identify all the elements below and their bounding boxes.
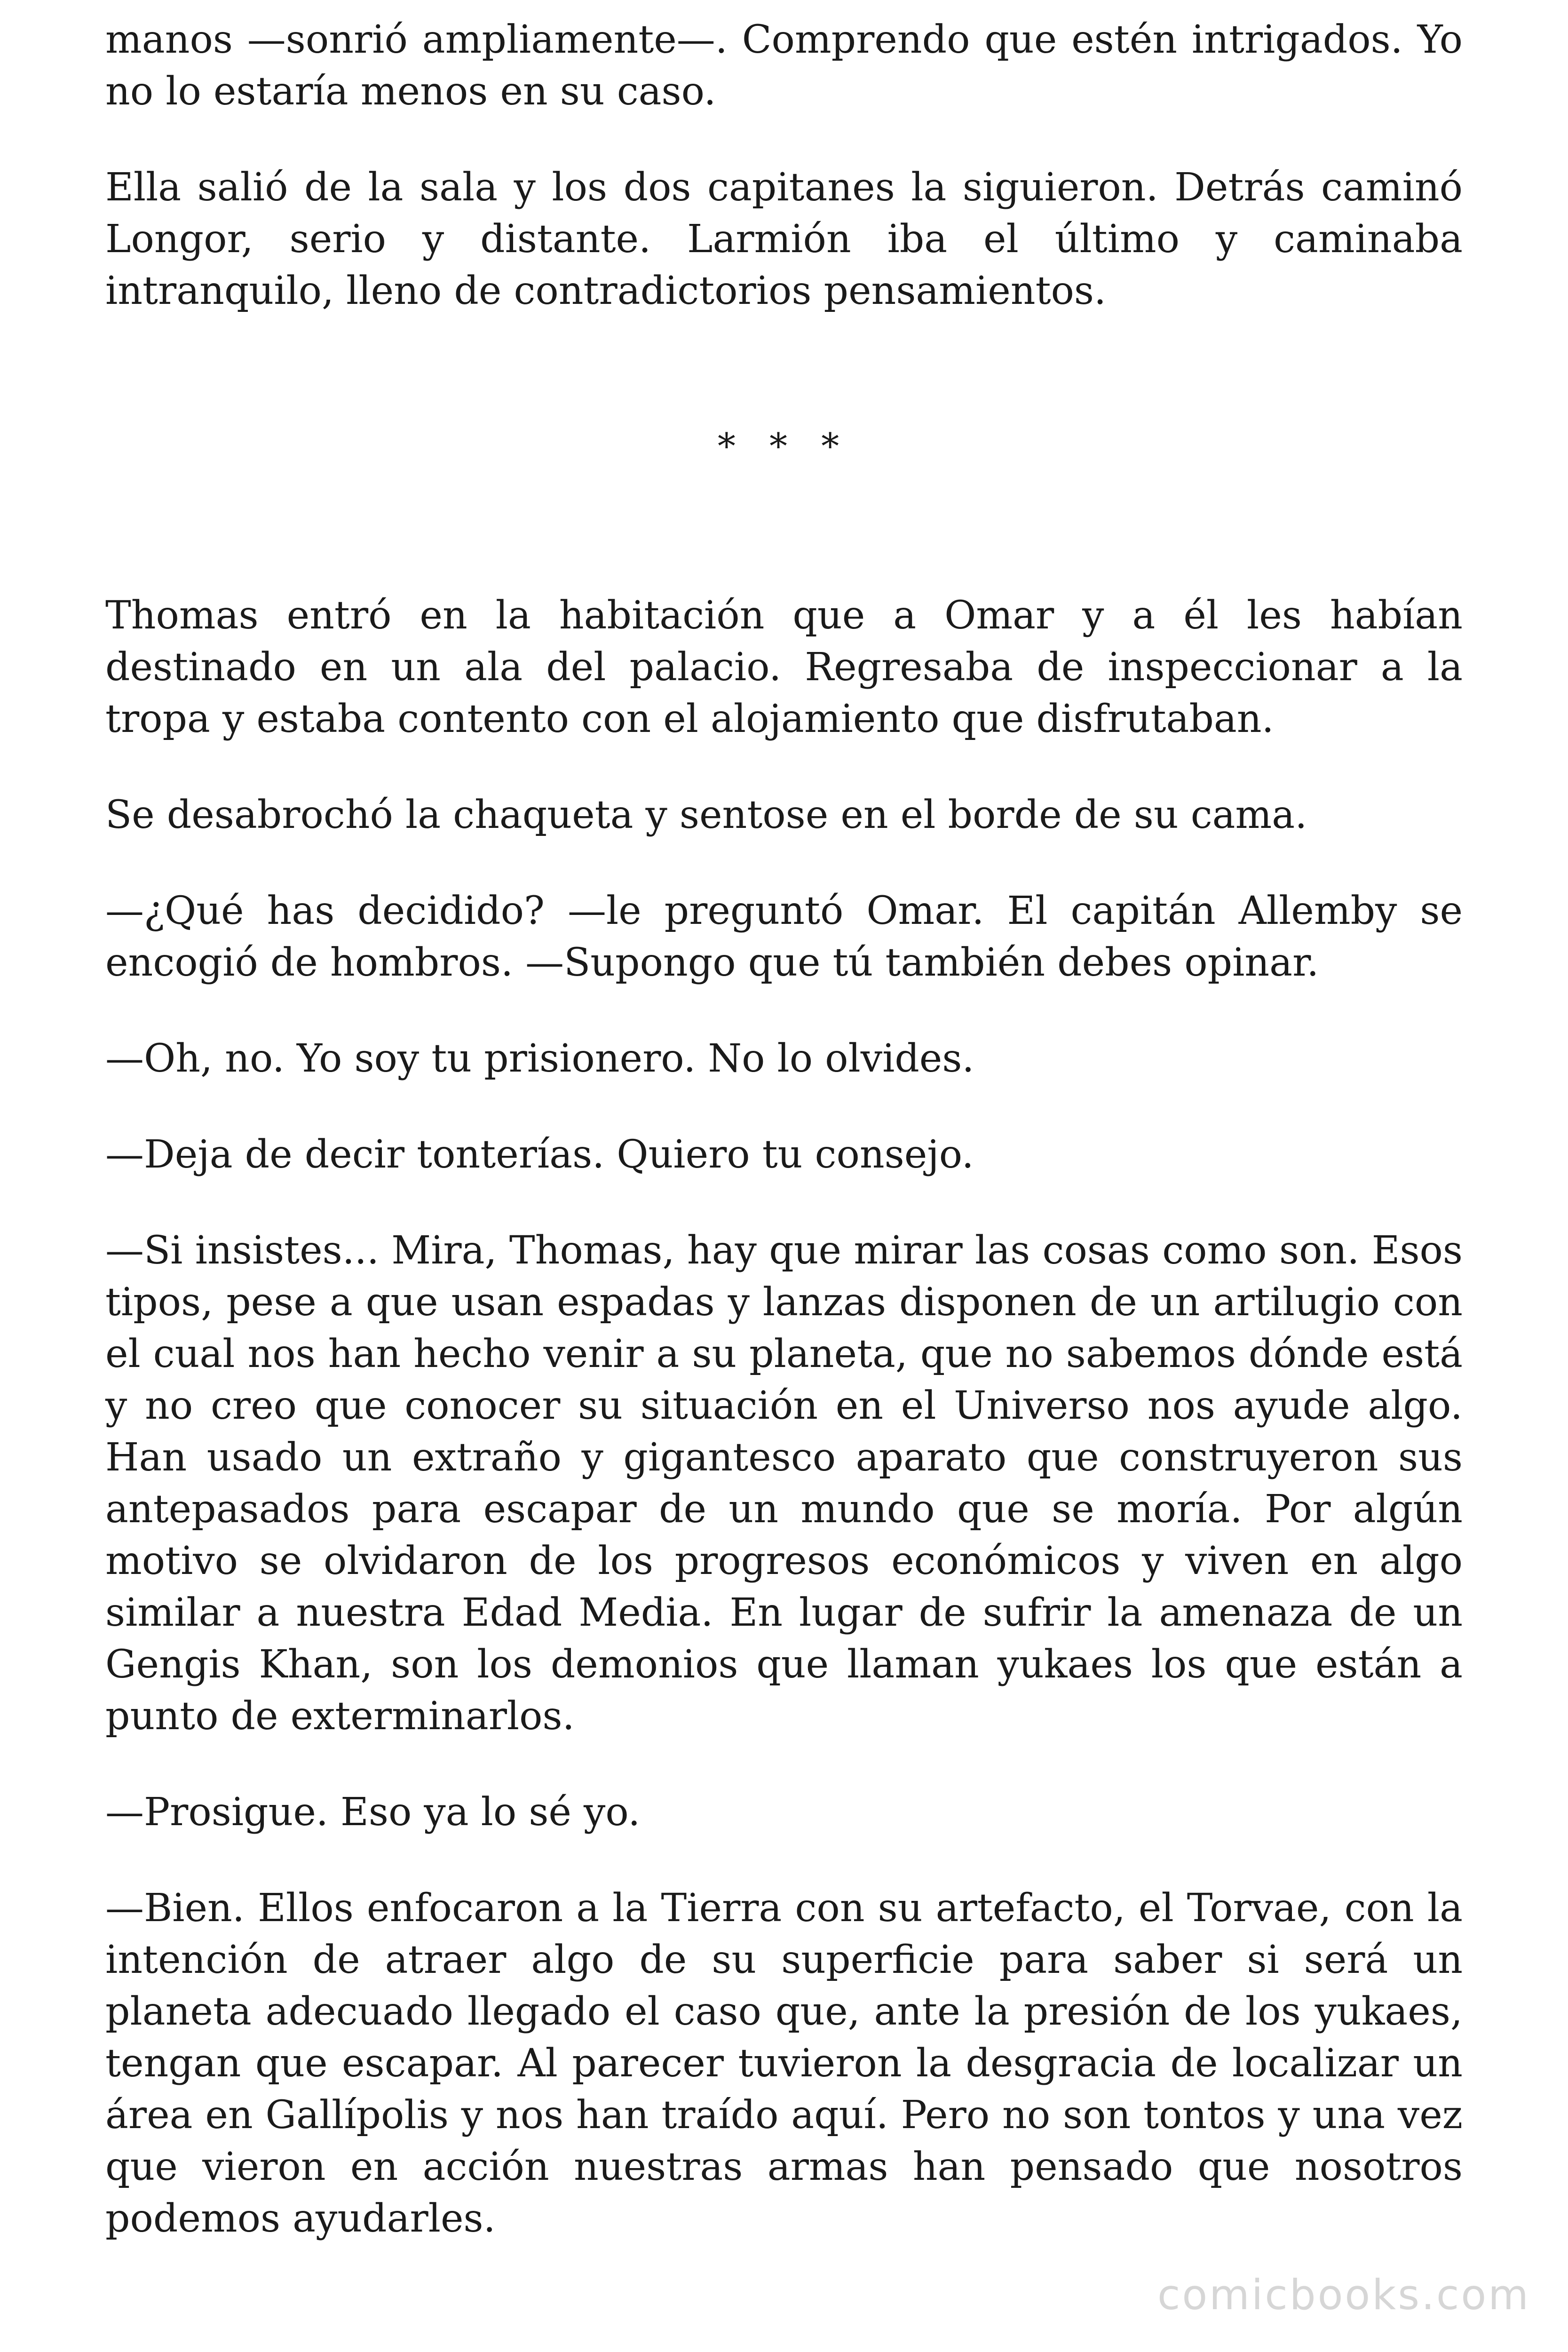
watermark: comicbooks.com: [1157, 2271, 1530, 2319]
paragraph: Ella salió de la sala y los dos capitanes la siguieron. Detrás caminó Longor, serio y distante. Larmión iba el último y caminaba intranquilo, lleno de contradictorios pensamientos.: [105, 165, 1463, 313]
paragraph: manos —sonrió ampliamente—. Comprendo que estén intrigados. Yo no lo estaría menos en su caso.: [105, 17, 1463, 114]
paragraph: —Deja de decir tonterías. Quiero tu consejo.: [105, 1132, 974, 1177]
paragraph: —Prosigue. Eso ya lo sé yo.: [105, 1790, 641, 1835]
paragraph: Thomas entró en la habitación que a Omar y a él les habían destinado en un ala del palacio. Regresaba de inspeccionar a la tropa y estaba contento con el alojamiento que disfrutaban.: [105, 593, 1463, 741]
scene-separator: * * *: [717, 425, 851, 467]
paragraph: Se desabrochó la chaqueta y sentose en el borde de su cama.: [105, 793, 1307, 837]
paragraph: —Si insistes... Mira, Thomas, hay que mirar las cosas como son. Esos tipos, pese a que usan espadas y lanzas disponen de un artilugio con el cual nos han hecho venir a su planeta, que no sabemos dónde está y no creo que conocer su situación en el Universo nos ayude algo. Han usado un extraño y gigantesco aparato que construyeron sus antepasados para escapar de un mundo que se moría. Por algún motivo se olvidaron de los progresos económicos y viven en algo similar a nuestra Edad Media. En lugar de sufrir la amenaza de un Gengis Khan, son los demonios que llaman yukaes los que están a punto de exterminarlos.: [105, 1228, 1463, 1739]
paragraph: —Oh, no. Yo soy tu prisionero. No lo olvides.: [105, 1036, 974, 1081]
book-page: [105, 14, 1463, 2245]
paragraph: —¿Qué has decidido? —le preguntó Omar. El capitán Allemby se encogió de hombros. —Supongo que tú también debes opinar.: [105, 889, 1463, 985]
paragraph: —Bien. Ellos enfocaron a la Tierra con su artefacto, el Torvae, con la intención de atraer algo de su superficie para saber si será un planeta adecuado llegado el caso que, ante la presión de los yukaes, tengan que escapar. Al parecer tuvieron la desgracia de localizar un área en Gallípolis y nos han traído aquí. Pero no son tontos y una vez que vieron en acción nuestras armas han pensado que nosotros podemos ayudarles.: [105, 1886, 1463, 2241]
